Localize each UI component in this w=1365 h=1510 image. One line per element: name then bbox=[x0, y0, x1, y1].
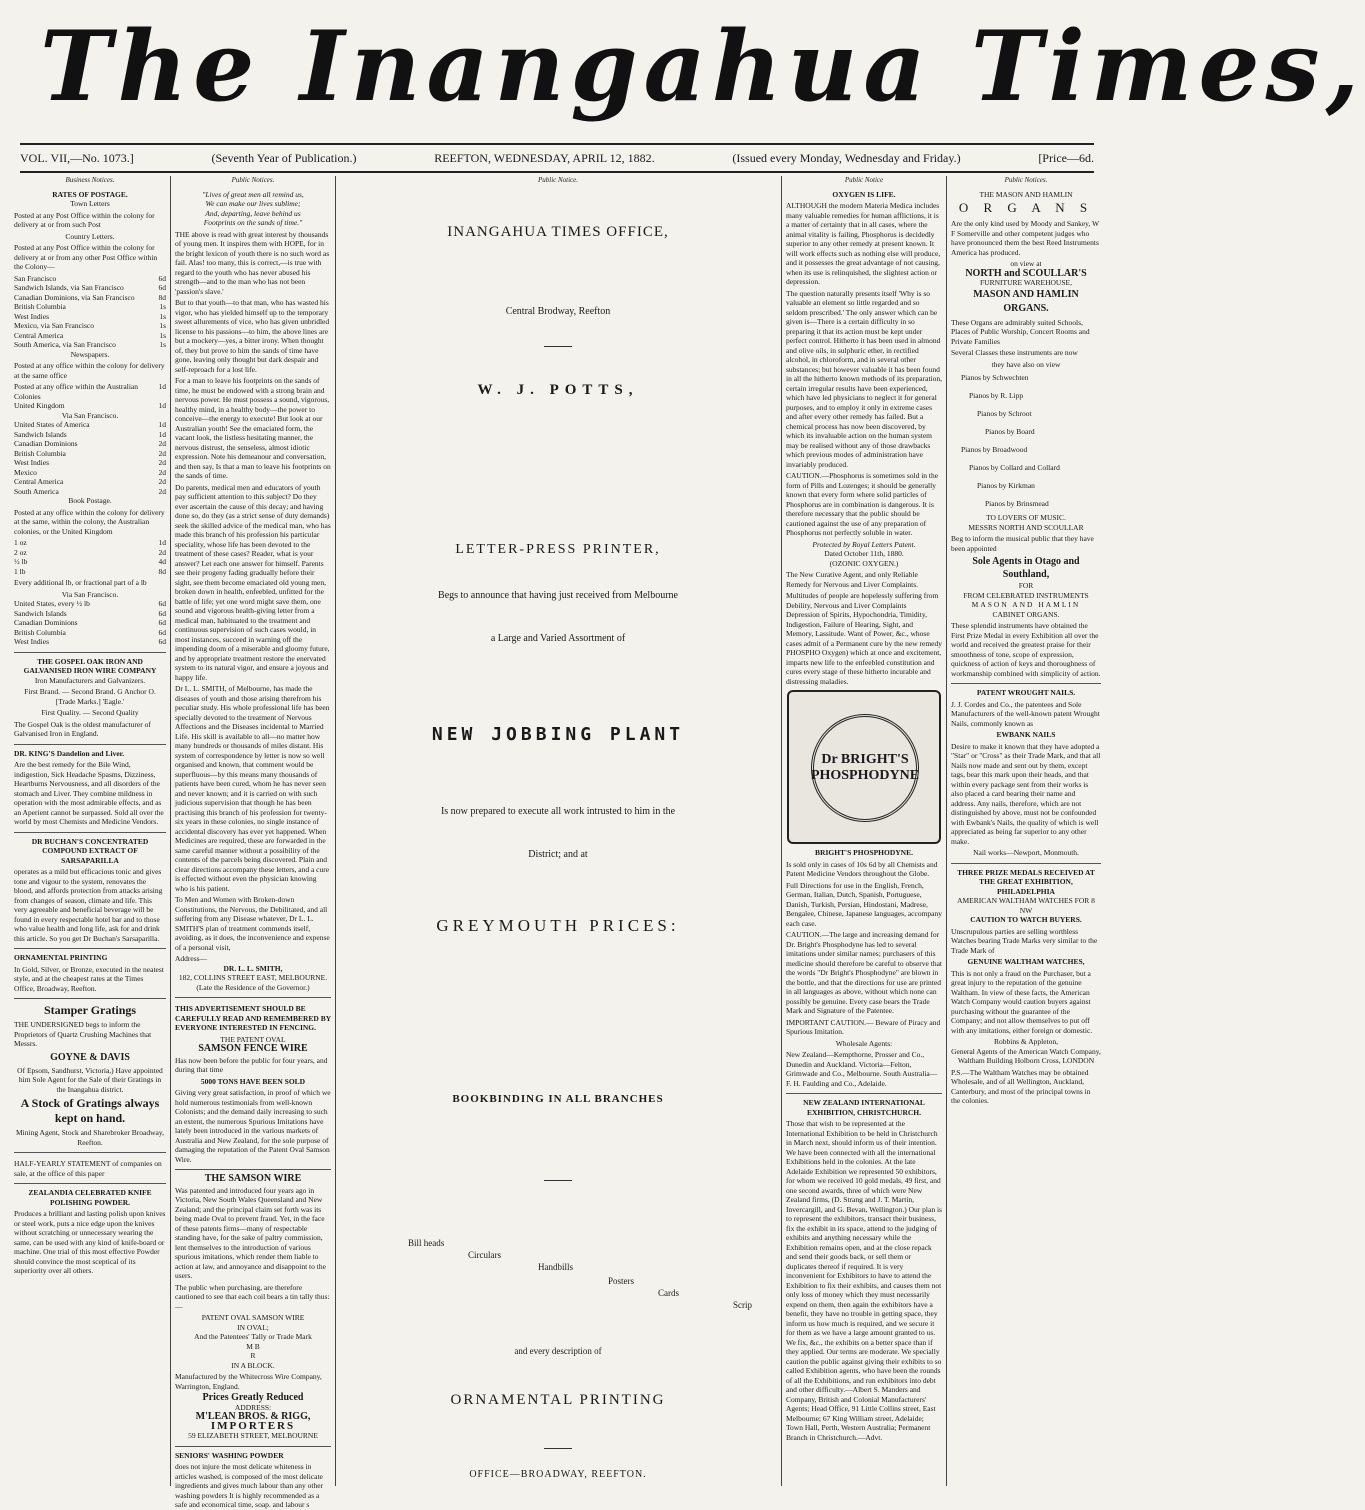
elizabeth-street: 59 ELIZABETH STREET, MELBOURNE bbox=[188, 1431, 318, 1440]
column-oxygen bbox=[786, 176, 942, 1488]
wholesale-agents: New Zealand—Kempthorne, Prosser and Co., Dunedin and Auckland. Victoria—Felton, Grimwade and Co., Melbourne. South Australia—F. H. Faulding and Co., Adelaide. bbox=[786, 1050, 938, 1088]
tally-r: R bbox=[250, 1351, 256, 1360]
country-title: Country Letters. bbox=[65, 231, 115, 241]
rate-destination: 1 oz bbox=[14, 538, 27, 547]
piano-item: Pianos by Collard and Collard bbox=[969, 463, 1060, 472]
rate-price: 6d bbox=[158, 618, 166, 627]
mh-organs: MASON AND HAMLIN ORGANS. bbox=[973, 288, 1079, 314]
manufacturer: Manufactured by the Whitecross Wire Company, Warrington, England. bbox=[175, 1372, 322, 1391]
rate-row bbox=[14, 312, 166, 322]
column-business-notices bbox=[14, 176, 166, 1488]
rate-destination: Sandwich Islands, via San Francisco bbox=[14, 283, 124, 292]
wholesale-title: Wholesale Agents: bbox=[835, 1038, 893, 1048]
postage-title: RATES OF POSTAGE. bbox=[52, 189, 128, 199]
piano-item: Pianos by Broadwood bbox=[961, 445, 1028, 454]
rate-destination: Sandwich Islands bbox=[14, 608, 67, 618]
rate-price: 4d bbox=[158, 557, 166, 566]
smith-text-4: Do parents, medical men and educators of youth pay sufficient attention to this subject? Do they ever ascertain the cause of this decay; and having done so, do they (as a strict sense of duty demands) seek the skilled advice of the medical man, who has made this branch of his profession his particular speciality, whose life has been devoted to the treatment of these cases? Reader, what is your answer? Let each one answer for himself. Parents see their progeny fading gradually before their sight, see them become emaciated old young men, broken down in health, enfeebled, unfitted for the battle of life; yet one word might save them, one sound and vigorous health-giving letter from a medical man, habituated to the treatment and continuous supervision of such cases would, in most instances, succeed in warning off the impending doom of a miserable and gloomy future, and by appropriate treatment restore the enervated system to its natural vigor, and ensure a joyous and happy life. bbox=[175, 482, 331, 682]
rate-row bbox=[14, 321, 166, 331]
furniture-warehouse: FURNITURE WAREHOUSE, bbox=[980, 278, 1072, 287]
dateline bbox=[20, 143, 1094, 173]
rate-destination: United States of America bbox=[14, 420, 90, 429]
rate-price: 2d bbox=[158, 467, 166, 477]
stock-notice: A Stock of Gratings always kept on hand. bbox=[20, 1096, 160, 1125]
genuine-text: This is not only a fraud on the Purchaser, but a great injury to the reputation of the genuine Waltham. In view of these facts, the American Watch Company would caution buyers against purchasing without the guarantee of the Company; and not allow themselves to put off with any imitations, either foreign or domestic. bbox=[951, 968, 1093, 1035]
rate-destination: 2 oz bbox=[14, 547, 27, 557]
buchan-text: operates as a mild but efficacious tonic and gives tone and vigour to the system, renovates the blood, and affords protection from attacks arising from changes of season, climate and life. This very agreeable and beneficial beverage will be found in every respectable hotel bar and to those who value health and long life, ask for and drink this article. So you get Dr Buchan's Sarsaparilla. bbox=[14, 867, 163, 943]
office-title: INANGAHUA TIMES OFFICE, bbox=[447, 224, 669, 240]
smith-text-3: For a man to leave his footprints on the sands of time, he must be endowed with a strong brain and nervous power. He must possess a sound, vigorous, healthy mind, in a healthy body—the power to conceive—the energy to execute! But look at our Australian youth! See the emaciated form, the vacant look, the listless hesitating manner, the nervous distrust, the senseless, almost idiotic expression. Note his demeanour and conversation, and then say, Is that a man to leave his footprints on the sands of time. bbox=[175, 376, 331, 480]
gospel-sub: Iron Manufacturers and Galvanizers. bbox=[34, 675, 146, 685]
importers: IMPORTERS bbox=[210, 1419, 296, 1432]
print-item: Bill heads bbox=[408, 1238, 445, 1248]
on-view: on view at bbox=[1010, 259, 1042, 268]
rate-row bbox=[14, 609, 166, 619]
samson-fence-title: SAMSON FENCE WIRE bbox=[198, 1043, 308, 1054]
volume-number: VOL. VII,—No. 1073.] bbox=[20, 150, 134, 165]
column-rule bbox=[781, 176, 782, 1486]
general-agents: General Agents of the American Watch Company, bbox=[951, 1046, 1101, 1056]
ozonic: (OZONIC OXYGEN.) bbox=[829, 558, 899, 568]
rate-price: 8d bbox=[158, 292, 166, 302]
smith-name: DR. L. L. SMITH, bbox=[223, 963, 283, 973]
piano-item: Pianos by R. Lipp bbox=[969, 391, 1024, 400]
every-add: Every additional lb, or fractional part of a lb bbox=[14, 578, 147, 587]
tally-block: IN A BLOCK. bbox=[231, 1360, 275, 1370]
tally-and: And the Patentees' Tally or Trade Mark bbox=[194, 1332, 312, 1341]
samson-text: Was patented and introduced four years ago in Victoria, New South Wales Queensland and New Zealand; and the principal claim set forth was its being made Oval to prevent fraud. Yet, in the face of these patents firms—many of respectable standing have, for the sake of paltry commission, lent themselves to the introduction of various spurious imitations, which render them liable to action at law, and annoyance and disappoint to the users. bbox=[175, 1185, 326, 1280]
rate-price: 1s bbox=[159, 321, 166, 330]
organs-agents: Are the only kind used by Moody and Sankey, W F Somerville and other competent judges who have pronounced them the best Reed Instruments America has produced. bbox=[951, 219, 1099, 257]
phosphodyne-seal: Dr BRIGHT'S PHOSPHODYNE bbox=[811, 714, 919, 822]
rate-price: 2d bbox=[158, 448, 166, 458]
separator bbox=[544, 1448, 572, 1449]
rate-row bbox=[14, 331, 166, 341]
splendid-text: These splendid instruments have obtained the First Prize Medal in every Exhibition all over the world and received the greatest praise for their smoothness of tone, scope of expression, quickness of action of keys and thoroughness of workmanship combined with simplicity of action. bbox=[951, 621, 1101, 678]
column-header: Public Notices. bbox=[231, 176, 275, 184]
rate-destination: South America bbox=[14, 486, 59, 496]
robbins: Robbins & Appleton, bbox=[994, 1037, 1058, 1046]
bookbinding: BOOKBINDING IN ALL BRANCHES bbox=[452, 1093, 664, 1105]
rate-destination: United States, every ½ lb bbox=[14, 599, 90, 608]
print-item: Scrip bbox=[733, 1300, 752, 1310]
column-public-notices bbox=[175, 176, 331, 1509]
rate-row bbox=[14, 420, 166, 430]
brights-title: BRIGHT'S PHOSPHODYNE. bbox=[815, 848, 913, 857]
oxygen-text-1: ALTHOUGH the modern Materia Medica includes many valuable remedies for human afflictions, it is a matter of certainty that in all cases, where the animal vitality is failing, Phosphorus is decidedly superior to any other remedy at present known. It will work effects such as nothing else will produce, and it possesses the great advantage of not causing, when its use is relinquished, the slightest action or depression. bbox=[786, 201, 941, 286]
north-scoullar: NORTH and SCOULLAR'S bbox=[965, 267, 1087, 279]
issue-schedule: (Issued every Monday, Wednesday and Friday.) bbox=[732, 150, 961, 165]
rates-list bbox=[14, 599, 166, 647]
rate-destination: Mexico, via San Francisco bbox=[14, 321, 94, 330]
mining-agent: Mining Agent, Stock and Sharebroker Broadway, Reefton. bbox=[15, 1128, 165, 1147]
organs-classes: Several Classes these instruments are now bbox=[951, 348, 1078, 357]
pianos-list bbox=[951, 369, 1101, 513]
multitudes: Multitudes of people are hopelessly suffering from Debility, Nervous and Liver Complaints Depression of Spirits, Hypochondria, Timidity, Indigestion, Failure of Hearing, Sight, and Memory, Lassitude. Want of Power, &c., whose cases admit of a Permanent cure by the new remedy PHOSPHO Oxygen) which at once and excitement, imparts new life to the enfeebled constitution and cures every stage of these hitherto incurable and distressing maladies. bbox=[786, 591, 942, 686]
seniors-title: SENIORS' WASHING POWDER bbox=[175, 1450, 284, 1460]
rate-row bbox=[14, 274, 166, 284]
gospel-brands: First Brand. — Second Brand. G Anchor O. [Trade Marks.] 'Eagle.' bbox=[24, 687, 156, 706]
prices-reduced: Prices Greatly Reduced bbox=[202, 1392, 304, 1403]
rate-destination: West Indies bbox=[14, 311, 50, 321]
rate-destination: United Kingdom bbox=[14, 401, 65, 410]
patent-oval: THE PATENT OVAL bbox=[220, 1034, 286, 1044]
separator bbox=[544, 346, 572, 347]
rate-destination: Posted at any office within the Australian Colonies bbox=[14, 382, 139, 401]
reliable: The New Curative Agent, and only Reliable Remedy for Nervous and Liver Complaints. bbox=[786, 570, 919, 589]
rate-row bbox=[14, 567, 166, 577]
rate-destination: Central America bbox=[14, 330, 64, 340]
rate-destination: West Indies bbox=[14, 637, 50, 646]
sole-agents: Sole Agents in Otago and Southland, bbox=[972, 556, 1080, 580]
separator bbox=[544, 1180, 572, 1181]
mlean-bros: M'LEAN BROS. & RIGG, bbox=[195, 1411, 311, 1422]
column-header: Public Notice. bbox=[537, 176, 579, 184]
rate-row bbox=[14, 468, 166, 478]
king-title: DR. KING'S Dandelion and Liver. bbox=[14, 748, 125, 758]
piano-item: Pianos by Schroot bbox=[977, 409, 1032, 418]
poem-line: We can make our lives sublime; bbox=[205, 199, 301, 208]
rate-row bbox=[14, 340, 166, 350]
office-street: Central Brodway, Reefton bbox=[505, 306, 611, 317]
rate-price: 2d bbox=[158, 547, 166, 557]
column-header: Public Notices. bbox=[1004, 176, 1048, 184]
beg-inform: Beg to inform the musical public that they have been appointed bbox=[951, 534, 1094, 553]
book-text: Posted at any office within the colony for delivery at the same, within the colony, the Australian colonies, or the United Kingdom bbox=[14, 507, 165, 536]
place-date: REEFTON, WEDNESDAY, APRIL 12, 1882. bbox=[434, 150, 655, 165]
lovers-music: TO LOVERS OF MUSIC. bbox=[986, 513, 1066, 522]
goyne-text: Of Epsom, Sandhurst, Victoria,) Have appointed him Sole Agent for the Sale of their Gratings in the Inangahua district. bbox=[17, 1065, 163, 1094]
postscript: P.S.—The Waltham Watches may be obtained Wholesale, and of all Wellington, Auckland, Canterbury, and most of the principal towns in the colonies. bbox=[951, 1067, 1091, 1105]
three-prize: THREE PRIZE MEDALS RECEIVED AT THE GREAT EXHIBITION, PHILADELPHIA bbox=[957, 867, 1095, 896]
assortment-text: a Large and Varied Assortment of bbox=[490, 633, 626, 644]
nz-exhibition-title: NEW ZEALAND INTERNATIONAL EXHIBITION, CHRISTCHURCH. bbox=[803, 1098, 925, 1117]
town-text: Posted at any Post Office within the colony for delivery at or from such Post bbox=[14, 210, 155, 229]
rate-row bbox=[14, 628, 166, 638]
poem-line: "Lives of great men all remind us, bbox=[202, 189, 304, 199]
piano-item: Pianos by Schwechten bbox=[961, 373, 1029, 382]
rate-row bbox=[14, 458, 166, 468]
address-label-2: ADDRESS: bbox=[234, 1402, 272, 1412]
smith-address: 182, COLLINS STREET EAST, MELBOURNE. bbox=[178, 973, 328, 982]
oxygen-title: OXYGEN IS LIFE. bbox=[832, 189, 896, 199]
printing-title: ORNAMENTAL PRINTING bbox=[14, 953, 108, 962]
rate-destination: ½ lb bbox=[14, 557, 28, 566]
book-title: Book Postage. bbox=[68, 496, 112, 505]
tally: PATENT OVAL SAMSON WIRE bbox=[201, 1313, 305, 1322]
column-rule bbox=[946, 176, 947, 1486]
rates-list bbox=[14, 382, 166, 411]
smith-text-2: But to that youth—to that man, who has wasted his vigor, who has yielded himself up to the temporary sweet allurements of vice, who has given unbridled license to his passions—to him, the above lines are but a mockery—yes, a bitter irony. When thought of, they but prove to him the sands of time have gone, leaving only thought but dark despair and self-reproach for a lost life. bbox=[175, 298, 330, 374]
printing-text: In Gold, Silver, or Bronze, executed in the neatest style, and at the cheapest rates at the Times Office, Broadway, Reefton. bbox=[14, 964, 164, 993]
address-label: Address— bbox=[175, 954, 208, 963]
rate-destination: Canadian Dominions bbox=[14, 439, 78, 448]
rate-price: 8d bbox=[158, 566, 166, 576]
nz-exhibition-text: Those that wish to be represented at the International Exhibition to be held in Christchurch in March next, should inform us of their intention. We have been connected with all the international Exhibitions held in the colonies. At the late Adelaide Exhibition we represented 50 exhibitors, for whom we received 10 gold medals, 49 first, and one second awards, three of which were New Zealand firms, (D. Strang and J. T. Martin, Invercargill, and G. Bevan, Wellington.) Our plan is to represent the exhibitors, transact their business, fix the exhibit in its space, attend to the judging of exhibits and anything necessary while the Exhibition remains open, and at the close repack and send their goods back, or sell them or duplicates thereof if required. It is very inconvenient for Exhibitors to have to attend the Exhibition to fix their exhibits, and causes them not only loss of money which they must necessarily expend on them, then again the exhibitors have a benefit, they have no trouble in getting space, they inform us how much is required, and we secure it for them as we have a large amount granted to us. We fix, &c., the exhibits on a better space than if they applied. Our terms are moderate. We specially caution the public against giving their exhibits to so called Exhibition agents, who have been the rounds of all the Exhibitions, and run exhibitors into debt and other difficulty.—Albert S. Manders and Company, British and Colonial Manufacturers' Agents; Head Office, 91 Little Collins street, East Melbourne; 67 King William street, Adelaide; Town Hall, Perth, Western Australia; Permanent Branch in Christchurch.—Advt. bbox=[786, 1119, 942, 1442]
rate-price: 6d bbox=[158, 599, 166, 608]
rate-price: 2d bbox=[158, 477, 166, 486]
fence-text-2: Giving very great satisfaction, in proof of which we hold numerous testimonials from well-known Colonists; and the demand daily increasing to such an extent, the numerous Spurious Imitations have lately been introduced in the various markets of Australia and New Zealand, for the sole purpose of damaging the reputation of the Patent Oval Samson Wire. bbox=[175, 1088, 331, 1164]
newspapers-title: Newspapers. bbox=[70, 349, 110, 359]
rate-destination: San Francisco bbox=[14, 273, 57, 283]
rate-price: 1d bbox=[158, 538, 166, 547]
samson-wire-title: THE SAMSON WIRE bbox=[204, 1173, 302, 1184]
masthead-title: The Inangahua Times, bbox=[40, 10, 1365, 123]
column-rule bbox=[335, 176, 336, 1486]
piano-item: Pianos by Kirkman bbox=[977, 481, 1035, 490]
rate-row bbox=[14, 599, 166, 609]
jobbing-plant: NEW JOBBING PLANT bbox=[431, 724, 685, 745]
zealandia-title: ZEALANDIA CELEBRATED KNIFE POLISHING POWDER. bbox=[28, 1188, 152, 1207]
cabinet-organs: CABINET ORGANS. bbox=[992, 609, 1060, 619]
rate-destination: Central America bbox=[14, 477, 64, 486]
via-sf-title: Via San Francisco. bbox=[61, 589, 119, 599]
messrs-north: MESSRS NORTH AND SCOULLAR bbox=[968, 522, 1084, 532]
column-header: Public Notice bbox=[844, 176, 884, 184]
rate-row bbox=[14, 401, 166, 411]
publication-year: (Seventh Year of Publication.) bbox=[211, 150, 357, 165]
column-rule bbox=[170, 176, 171, 1486]
rate-destination: West Indies bbox=[14, 458, 50, 467]
rate-price: 1s bbox=[159, 340, 166, 349]
smith-text-6: To Men and Women with Broken-down Constitutions, the Nervous, the Debilitated, and all suffering from any Disease whatever, Dr L. L. SMITH'S plan of treatment commends itself, avoiding, as it does, the inconvenience and expense of a personal visit, bbox=[175, 895, 330, 952]
gospel-quality: First Quality. — Second Quality bbox=[41, 708, 139, 717]
office-footer: OFFICE—BROADWAY, REEFTON. bbox=[469, 1469, 647, 1480]
piano-item: Pianos by Board bbox=[985, 427, 1035, 436]
rate-destination: British Columbia bbox=[14, 627, 66, 637]
rate-row bbox=[14, 302, 166, 312]
rate-price: 1s bbox=[159, 330, 166, 340]
directions-text: Full Directions for use in the English, French, German, Italian, Dutch, Spanish, Portuguese, Danish, Turkish, Persian, Hindostani, Madrese, Bengalee, Chinese, Japanese languages, accompany each case. bbox=[786, 880, 942, 928]
rate-destination: South America, via San Francisco bbox=[14, 340, 116, 349]
rate-price: 6d bbox=[158, 608, 166, 618]
rate-row bbox=[14, 382, 166, 401]
fence-intro: THIS ADVERTISEMENT SHOULD BE CAREFULLY READ AND REMEMBERED BY EVERYONE INTERESTED IN FENCING. bbox=[175, 1004, 331, 1032]
poem-line: Footprints on the sands of time." bbox=[203, 218, 303, 227]
smith-text-1: THE above is read with great interest by thousands of young men. It inspires them with HOPE, for in the bright lexicon of youth there is no such word as fail. Alas! too many, this is correct,—is true with regard to the youth who has never abused his strength—and to the man who has not been 'passion's slave.' bbox=[175, 229, 330, 296]
price: [Price—6d. bbox=[1038, 150, 1094, 165]
rate-price: 6d bbox=[158, 273, 166, 283]
rates-list bbox=[14, 420, 166, 496]
sold-text: Is sold only in cases of 10s 6d by all Chemists and Patent Medicine Vendors throughout the Globe. bbox=[786, 859, 938, 878]
smith-note: (Late the Residence of the Governor.) bbox=[196, 982, 310, 992]
town-title: Town Letters bbox=[70, 199, 110, 208]
print-item: Cards bbox=[658, 1288, 679, 1298]
nails-text: J. J. Cordes and Co., the patentees and Sole Manufacturers of the well-known patent Wrought Nails, commonly known as bbox=[951, 699, 1100, 728]
rate-price: 2d bbox=[158, 458, 166, 467]
via-sf-title: Via San Francisco. bbox=[61, 410, 119, 420]
organs-heading: O R G A N S bbox=[958, 200, 1094, 215]
mason-title: THE MASON AND HAMLIN bbox=[979, 189, 1073, 199]
rate-price: 1s bbox=[159, 311, 166, 321]
caution-1: CAUTION.—Phosphorus is sometimes sold in the form of Pills and Lozenges; it should be generally known that every form where solid particles of Phosphorus are in combination is dangerous. It is therefore necessary that the public should be cautioned against the use of any preparation of Phosphorus not perfectly soluble in water. bbox=[786, 471, 939, 537]
rates-list bbox=[14, 538, 166, 576]
rate-row bbox=[14, 449, 166, 459]
rate-price: 1s bbox=[159, 302, 166, 311]
rates-list bbox=[14, 274, 166, 350]
for-label: FOR bbox=[1018, 581, 1034, 590]
seniors-text: does not injure the most delicate whiteness in articles washed, is composed of the most delicate ingredients and gives much labour than any other washing powders It is highly recommended as a safe and economical time, soap. and labour s bbox=[175, 1462, 324, 1509]
column-times-office bbox=[339, 176, 777, 1488]
unscrupulous: Unscrupulous parties are selling worthless Watches bearing Trade Marks very similar to the Trade Mark of bbox=[951, 926, 1098, 955]
nails-text-2: Desire to make it known that they have adopted a "Star" or "Cross" as their Trade Mark, and that all Nails now made and sent out by them, except tags, bear this mark upon their heads, and that within every package sent from their works is also placed a card bearing their name and address. Any nails, therefore, which are not distinguished by above, must not be confounded with Ewbank's Nails, the quality of which is well appreciated as being far superior to any other make. bbox=[951, 741, 1101, 846]
rate-price: 2d bbox=[158, 439, 166, 448]
greymouth-prices: GREYMOUTH PRICES: bbox=[436, 916, 680, 935]
dated: Dated October 11th, 1880. bbox=[824, 549, 904, 558]
king-text: Are the best remedy for the Bile Wind, indigestion, Sick Headache Spasms, Dizziness, Heartburns Nervousness, and all disorders of the stomach and Liver. They combine mildness in operation with the most admirable effects, and as an Aperient cannot be surpassed. Sold all over the world by most Chemists and Medicine Vendors. bbox=[14, 760, 164, 826]
fence-tons: 5000 TONS HAVE BEEN SOLD bbox=[200, 1076, 306, 1086]
rate-destination: Mexico bbox=[14, 467, 37, 477]
tally-in: IN OVAL; bbox=[237, 1322, 269, 1332]
rate-row bbox=[14, 283, 166, 293]
rate-destination: British Columbia bbox=[14, 448, 66, 458]
column-header: Business Notices. bbox=[65, 176, 115, 184]
patent-nails: PATENT WROUGHT NAILS. bbox=[976, 688, 1076, 697]
rate-price: 1d bbox=[158, 401, 166, 410]
zealandia-text: Produces a brilliant and lasting polish upon knives or steel work, puts a nice edge upon the knives without scratching or unnecessary wearing the same, can be used with any kind of knife-board or machine. One trial of this most effective Powder should convince the most sceptical of its superiority over all others. bbox=[14, 1209, 166, 1275]
poem-line: And, departing, leave behind us bbox=[205, 208, 301, 218]
fence-text-1: Has now been before the public for four years, and during that time bbox=[175, 1055, 328, 1074]
rate-row bbox=[14, 538, 166, 548]
rate-price: 6d bbox=[158, 283, 166, 292]
announce-text: Begs to announce that having just received from Melbourne bbox=[438, 590, 678, 601]
protected: Protected by Royal Letters Patent. bbox=[812, 539, 916, 549]
nail-works: Nail works—Newport, Monmouth. bbox=[973, 848, 1079, 857]
rate-row bbox=[14, 430, 166, 440]
country-text: Posted at any Post Office within the colony for delivery at or from any other Post Office within the Colony— bbox=[14, 243, 158, 271]
column-organs bbox=[951, 176, 1101, 1488]
rate-row bbox=[14, 293, 166, 303]
tally-mb: M B bbox=[246, 1341, 260, 1351]
print-item: Handbills bbox=[538, 1262, 573, 1272]
caution-2: CAUTION.—The large and increasing demand for Dr. Bright's Phosphodyne has led to several imitations under similar names; purchasers of this medicine should therefore be careful to observe that the words "Dr Bright's Phosphodyne" are blown in the bottle, and that the directions for use are printed in all languages as above, without which none can possibly be genuine. Every case bears the Trade Mark and Signature of the Patentee. bbox=[786, 930, 942, 1015]
rate-price: 1d bbox=[158, 420, 166, 429]
district-text: District; and at bbox=[528, 849, 588, 860]
rate-price: 6d bbox=[158, 637, 166, 646]
samson-text-2: The public when purchasing, are therefore cautioned to see that each coil bears a tin tally thus:— bbox=[175, 1282, 330, 1311]
rate-row bbox=[14, 439, 166, 449]
rate-row bbox=[14, 477, 166, 487]
printer-trade: LETTER-PRESS PRINTER, bbox=[455, 542, 661, 557]
print-item: Circulars bbox=[468, 1250, 501, 1260]
rate-price: 2d bbox=[158, 486, 166, 496]
rate-price: 6d bbox=[158, 627, 166, 637]
organs-suited: These Organs are admirably suited Schools, Places of Public Worship, Concert Rooms and Private Families bbox=[951, 317, 1090, 346]
every-description: and every description of bbox=[514, 1346, 602, 1356]
important-caution: IMPORTANT CAUTION.— Beware of Piracy and Spurious Imitation. bbox=[786, 1017, 941, 1036]
prepared-text: Is now prepared to execute all work intrusted to him in the bbox=[440, 806, 676, 817]
waltham-building: Waltham Building Holborn Cross, LONDON bbox=[957, 1056, 1095, 1065]
goyne-davis: GOYNE & DAVIS bbox=[50, 1051, 130, 1063]
also-view: they have also on view bbox=[991, 359, 1061, 369]
stamper-title: Stamper Gratings bbox=[43, 1003, 137, 1017]
rate-row bbox=[14, 557, 166, 567]
piano-item: Pianos by Brinsmead bbox=[985, 499, 1049, 508]
rate-row bbox=[14, 618, 166, 628]
rate-row bbox=[14, 637, 166, 647]
halfyear-statement: HALF-YEARLY STATEMENT of companies on sale, at the office of this paper bbox=[14, 1159, 162, 1178]
rate-destination: Sandwich Islands bbox=[14, 429, 67, 439]
ewbank-nails: EWBANK NAILS bbox=[996, 730, 1056, 739]
printer-name: W. J. POTTS, bbox=[477, 382, 639, 398]
rate-row bbox=[14, 487, 166, 497]
oxygen-text-2: The question naturally presents itself 'Why is so valuable an element so little regarded and so seldom prescribed.' The only answer which can be given is—There is a certain difficulty in so preparing it that its action must be kept under perfect control. Hitherto it has been used in almond and olive oils, in sulphuric ether, in rectified alcohol, in chloroform, and in several other substances; but however valuable it has been found in all the hitherto known methods of its preparation, certain irregular results have been experienced, which have led physicians to neglect it for general purposes, and to employ it only in extreme cases and after every other remedy has failed. But a chemical process has now been discovered, by which its invaluable action on the human system may be realised without any of those drawbacks which previous modes of administration have invariably produced. bbox=[786, 288, 943, 469]
buchan-title: DR BUCHAN'S CONCENTRATED COMPOUND EXTRACT OF SARSAPARILLA bbox=[31, 836, 149, 865]
rate-destination: Canadian Dominions bbox=[14, 618, 78, 627]
rate-price: 1d bbox=[158, 382, 166, 391]
newspapers-text: Posted at any office within the colony for delivery at the same office bbox=[14, 361, 165, 380]
smith-text-5: Dr L. L. SMITH, of Melbourne, has made the diseases of youth and those arising therefrom his peculiar study. His whole professional life has been specially devoted to the treatment of Nervous Affections and the Diseases incidental to Married Life. His skill is available to all—no matter how many hundreds or thousands of miles distant. His system of correspondence by letter is now so well organised and known, that comment would be superfluous—by this means many thousands of patients have been cured, whom he has never seen and never known; and it is carried on with such judicious supervision that though he has been practising this branch of his profession for twenty-six years in these colonies, no single instance of accidental discovery has ever yet happened. When Medicines are required, these are forwarded in the same careful manner without a possibility of the contents of the parcels being discovered. Plain and clear directions accompany these letters, and a cure is effected without even the physician knowing who is his patient. bbox=[175, 684, 330, 893]
print-item: Posters bbox=[608, 1276, 635, 1286]
rate-price: 1d bbox=[158, 429, 166, 439]
phosphodyne-logo bbox=[787, 690, 941, 844]
ornamental-printing: ORNAMENTAL PRINTING bbox=[450, 1392, 666, 1408]
poem bbox=[175, 190, 331, 228]
gospel-text: The Gospel Oak is the oldest manufacturer of Galvanised Iron in England. bbox=[14, 719, 151, 738]
gospel-title: THE GOSPEL OAK IRON AND GALVANISED IRON WIRE COMPANY bbox=[23, 656, 157, 675]
from-celebrated: FROM CELEBRATED INSTRUMENTS bbox=[963, 590, 1089, 600]
stamper-text: THE UNDERSIGNED begs to inform the Proprietors of Quartz Crushing Machines that Messrs. bbox=[14, 1020, 152, 1048]
caution-buyers: CAUTION TO WATCH BUYERS. bbox=[970, 915, 1082, 924]
rate-row bbox=[14, 548, 166, 558]
rate-destination: 1 lb bbox=[14, 566, 26, 576]
waltham-title: AMERICAN WALTHAM WATCHES FOR 8 NW bbox=[957, 896, 1095, 915]
rate-destination: British Columbia bbox=[14, 302, 66, 311]
mh-2: MASON AND HAMLIN bbox=[971, 600, 1081, 609]
genuine-waltham: GENUINE WALTHAM WATCHES, bbox=[967, 957, 1085, 966]
rate-destination: Canadian Dominions, via San Francisco bbox=[14, 292, 135, 302]
